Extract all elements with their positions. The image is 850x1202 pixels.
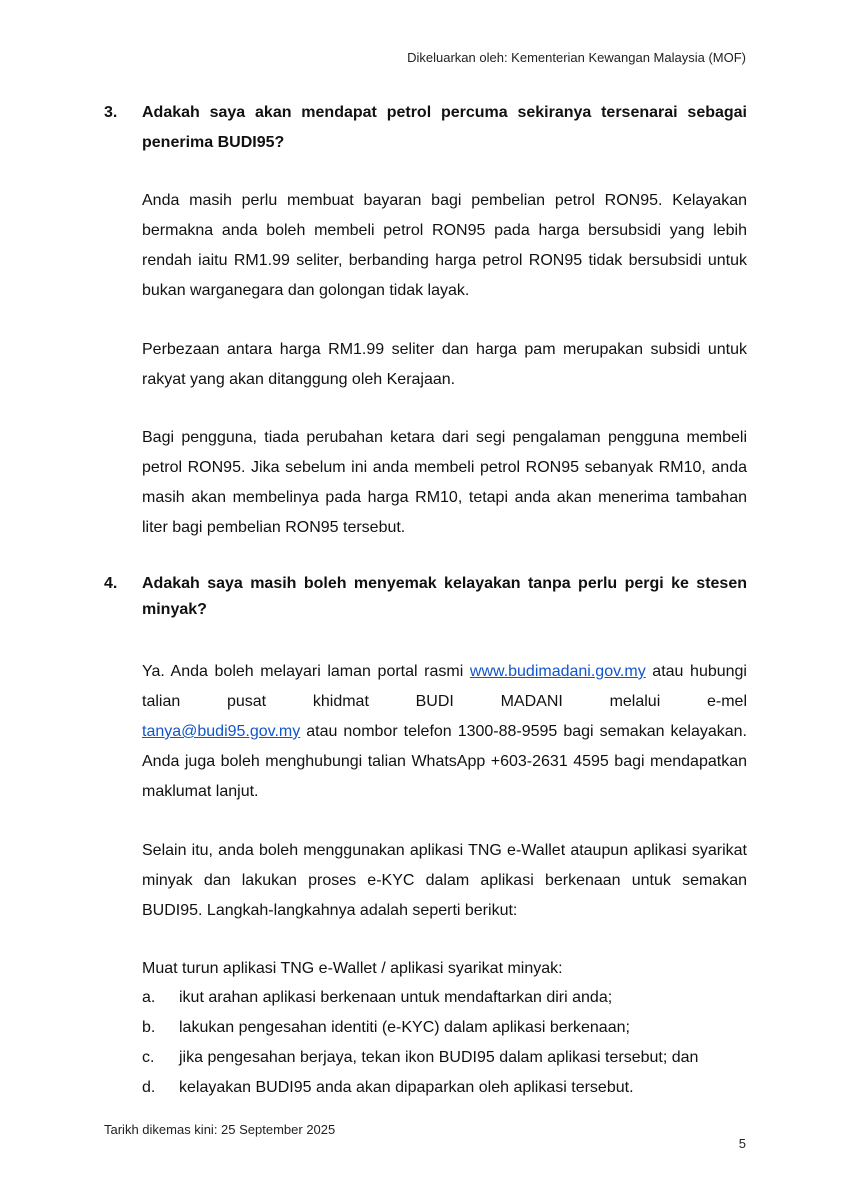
list-item [142, 1013, 747, 1043]
answer-text: Ya. Anda boleh melayari laman portal rasmi [142, 663, 464, 680]
footer-updated-date: Tarikh dikemas kini: 25 September 2025 [104, 1122, 336, 1137]
list-marker: b. [142, 1019, 156, 1036]
email-link[interactable]: tanya@budi95.gov.my [142, 723, 301, 740]
question-number: 3. [104, 104, 118, 121]
page-number: 5 [738, 1136, 746, 1151]
list-item [142, 1043, 747, 1073]
list-marker: c. [142, 1049, 155, 1066]
answer-line [142, 717, 747, 807]
list-item-text: lakukan pengesahan identiti (e-KYC) dalam aplikasi berkenaan; [179, 1019, 630, 1036]
list-marker: a. [142, 989, 156, 1006]
list-item-text: kelayakan BUDI95 anda akan dipaparkan oleh aplikasi tersebut. [179, 1079, 634, 1096]
answer-paragraph: Anda masih perlu membuat bayaran bagi pembelian petrol RON95. Kelayakan bermakna anda boleh membeli petrol RON95 pada harga bersubsidi yang lebih rendah iaitu RM1.99 seliter, berbanding harga petrol RON95 tidak bersubsidi untuk bukan warganegara dan golongan tidak layak. [142, 192, 747, 299]
question-title: Adakah saya masih boleh menyemak kelayakan tanpa perlu pergi ke stesen minyak? [142, 575, 747, 618]
steps-list [142, 983, 747, 1103]
list-item [142, 983, 747, 1013]
question-4-heading [104, 571, 747, 623]
question-title: Adakah saya akan mendapat petrol percuma sekiranya tersenarai sebagai penerima BUDI95? [142, 104, 747, 151]
list-item-text: jika pengesahan berjaya, tekan ikon BUDI95 dalam aplikasi tersebut; dan [179, 1049, 699, 1066]
answer-paragraph-contact [142, 657, 747, 807]
question-3-heading [104, 98, 747, 158]
page-header: Dikeluarkan oleh: Kementerian Kewangan Malaysia (MOF) [407, 50, 746, 65]
answer-paragraph: Selain itu, anda boleh menggunakan aplikasi TNG e-Wallet ataupun aplikasi syarikat minyak dan lakukan proses e-KYC dalam aplikasi berkenaan untuk semakan BUDI95. Langkah-langkahnya adalah seperti berikut: [142, 842, 747, 919]
portal-link[interactable]: www.budimadani.gov.my [469, 663, 646, 680]
list-marker: d. [142, 1079, 156, 1096]
answer-text: atau hubungi talian pusat khidmat BUDI MADANI melalui e-mel [142, 663, 747, 710]
list-item [142, 1073, 747, 1103]
answer-paragraph: Bagi pengguna, tiada perubahan ketara dari segi pengalaman pengguna membeli petrol RON95. Jika sebelum ini anda membeli petrol RON95 sebanyak RM10, anda masih akan membelinya pada harga RM10, tetapi anda akan menerima tambahan liter bagi pembelian RON95 tersebut. [142, 429, 747, 536]
answer-text: atau nombor telefon 1300-88-9595 bagi semakan kelayakan. Anda juga boleh menghubungi talian WhatsApp +603-2631 4595 bagi mendapatkan maklumat lanjut. [142, 723, 747, 800]
question-number: 4. [104, 575, 118, 592]
answer-paragraph: Perbezaan antara harga RM1.99 seliter dan harga pam merupakan subsidi untuk rakyat yang akan ditanggung oleh Kerajaan. [142, 341, 747, 388]
list-item-text: ikut arahan aplikasi berkenaan untuk mendaftarkan diri anda; [179, 989, 613, 1006]
steps-intro: Muat turun aplikasi TNG e-Wallet / aplikasi syarikat minyak: [142, 960, 563, 977]
answer-line [142, 657, 747, 717]
